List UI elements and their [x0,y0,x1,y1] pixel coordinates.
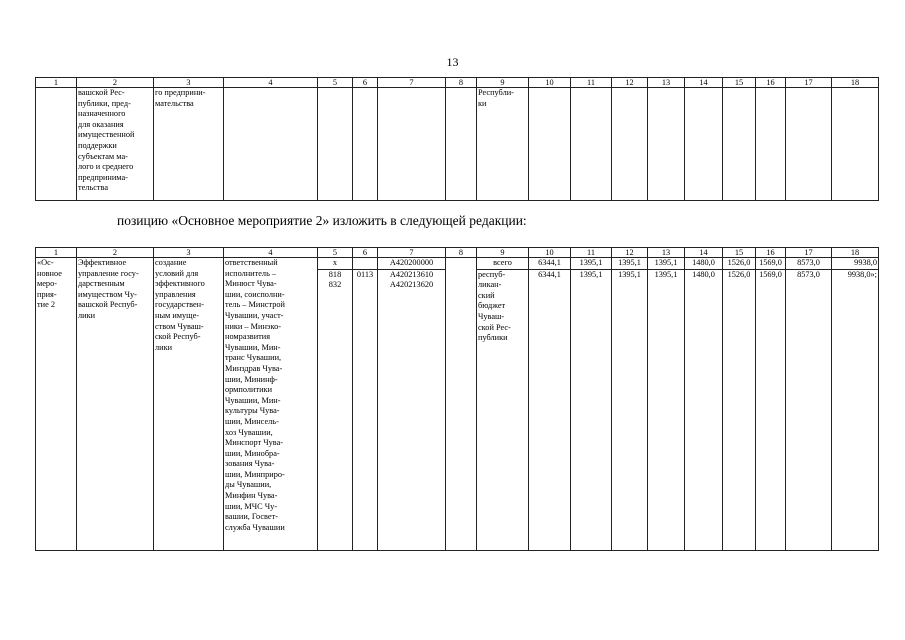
col-header: 2 [77,78,154,88]
col-header: 4 [224,78,318,88]
table-cell: 6344,1 [529,258,571,270]
table-cell: 1526,0 [723,269,756,550]
col-header: 9 [477,248,529,258]
amendment-instruction: позицию «Основное мероприятие 2» изложить в следующей редакции: [117,213,527,228]
table-cell: 8573,0 [786,269,832,550]
table-cell: Республи- ки [477,88,529,201]
table-cell: 0113 [353,269,378,550]
table-cell [353,258,378,270]
col-header: 14 [685,78,723,88]
col-header: 12 [612,78,648,88]
col-header: 7 [378,248,446,258]
col-header: 17 [786,248,832,258]
col-header: 1 [36,248,77,258]
col-header: 5 [318,248,353,258]
col-header: 1 [36,78,77,88]
table-cell [446,258,477,551]
table-cell: 1395,1 [648,258,685,270]
table-cell [612,88,648,201]
table-cell: 8573,0 [786,258,832,270]
header-row [36,248,879,258]
table-cell [318,88,353,201]
col-header: 13 [648,248,685,258]
table-cell: А420200000 [378,258,446,270]
table-cell: 1395,1 [612,269,648,550]
table-cell: «Ос- новное меро- прия- тие 2 [36,258,77,551]
table-cell [648,88,685,201]
col-header: 10 [529,248,571,258]
table-cell [529,88,571,201]
col-header: 18 [832,248,879,258]
col-header: 4 [224,248,318,258]
table-cell: 1480,0 [685,258,723,270]
table-row [36,258,879,270]
table-cell: го предприни- мательства [154,88,224,201]
table-cell: 1526,0 [723,258,756,270]
table-cell: респуб- ликан- ский бюджет Чуваш- ской Рес- публики [477,269,529,550]
col-header: 10 [529,78,571,88]
col-header: 18 [832,78,879,88]
table-cell [571,88,612,201]
col-header: 11 [571,248,612,258]
table-cell: 1395,1 [648,269,685,550]
table-cell [378,88,446,201]
table-cell [224,88,318,201]
table-cell: всего [477,258,529,270]
col-header: 16 [756,78,786,88]
col-header: 8 [446,248,477,258]
continuation-table [35,77,879,201]
col-header: 12 [612,248,648,258]
table-cell: 1569,0 [756,269,786,550]
col-header: 5 [318,78,353,88]
col-header: 9 [477,78,529,88]
table-cell: 1395,1 [571,258,612,270]
table-cell: ответственный исполнитель – Минюст Чува- шии, соисполни- тель – Минстрой Чувашии, участ- ники – Минэко- номразвития Чувашии, Мин- транс Чувашии, Минздрав Чува- шии, Мининф- ормполитики Чувашии, Мин- культуры Чува- шии, Минсель- хоз Чувашии, Минспорт Чува- шии, Минобра- зования Чува- шии, Минприро- ды Чувашии, Минфин Чува- шии, МЧС Чу- вашии, Госвет- служба Чувашии [224,258,318,551]
col-header: 8 [446,78,477,88]
table-cell [786,88,832,201]
table-cell [832,88,879,201]
table-cell [685,88,723,201]
col-header: 7 [378,78,446,88]
table-row [36,88,879,201]
table-cell [723,88,756,201]
col-header: 16 [756,248,786,258]
table-cell: 818 832 [318,269,353,550]
table-cell: 6344,1 [529,269,571,550]
table-cell: 1395,1 [571,269,612,550]
col-header: 2 [77,248,154,258]
col-header: 15 [723,248,756,258]
table-cell: Эффективное управление госу- дарственным имуществом Чу- вашской Респуб- лики [77,258,154,551]
page-number: 13 [446,55,459,69]
col-header: 15 [723,78,756,88]
table-cell [756,88,786,201]
col-header: 17 [786,78,832,88]
amendment-table [35,247,879,551]
col-header: 3 [154,78,224,88]
col-header: 3 [154,248,224,258]
table-cell: 1569,0 [756,258,786,270]
table-cell: создание условий для эффективного управления государствен- ным имуще- ством Чуваш- ской Респуб- лики [154,258,224,551]
col-header: 13 [648,78,685,88]
col-header: 6 [353,78,378,88]
table-cell: 9938,0 [832,258,879,270]
table-cell [446,88,477,201]
table-cell: 1480,0 [685,269,723,550]
col-header: 11 [571,78,612,88]
table-cell: 1395,1 [612,258,648,270]
table-cell: х [318,258,353,270]
table-cell [353,88,378,201]
col-header: 14 [685,248,723,258]
header-row [36,78,879,88]
table-cell: А420213610 А420213620 [378,269,446,550]
table-cell [36,88,77,201]
col-header: 6 [353,248,378,258]
table-cell: вашской Рес- публики, пред- назначенного для оказания имущественной поддержки субъектам ма- лого и среднего предпринима- тельства [77,88,154,201]
table-cell: 9938,0»; [832,269,879,550]
